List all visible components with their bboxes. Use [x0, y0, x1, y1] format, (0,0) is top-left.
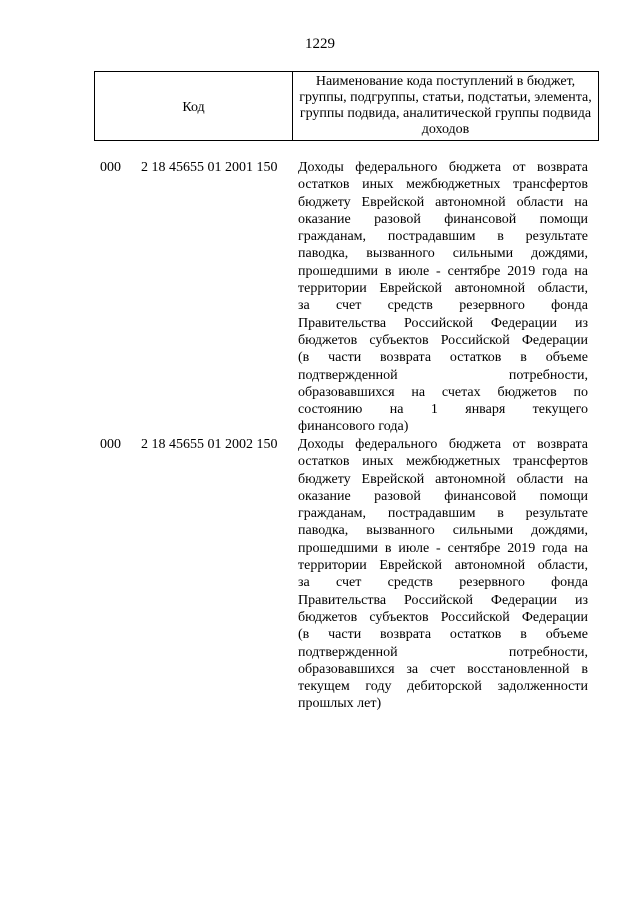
- revenue-code: 2 18 45655 01 2001 150: [141, 160, 278, 175]
- description-line: Доходы федерального бюджета от возврата: [298, 160, 588, 175]
- description-line: (в части возврата остатков в объеме: [298, 350, 588, 366]
- description-line: прошедшими в июле - сентябре 2019 года на: [298, 263, 588, 279]
- description-line: Правительства Российской Федерации из: [298, 592, 588, 608]
- description-line: прошлых лет): [298, 696, 382, 712]
- description-line: прошедшими в июле - сентябре 2019 года на: [298, 540, 588, 556]
- admin-code: 000: [100, 160, 121, 175]
- description-line: подтвержденной потребности,: [298, 644, 588, 660]
- description-line: оказание разовой финансовой помощи: [298, 488, 588, 504]
- description-line: территории Еврейской автономной области,: [298, 558, 588, 574]
- admin-code: 000: [100, 437, 121, 452]
- description-line: за счет средств резервного фонда: [298, 575, 588, 591]
- header-name-column: Наименование кода поступлений в бюджет, группы, подгруппы, статьи, подстатьи, элемента, группы подвида, аналитической группы подвида доходов: [299, 74, 592, 137]
- description-line: финансового года): [298, 419, 409, 435]
- description-line: бюджетов субъектов Российской Федерации: [298, 332, 588, 348]
- revenue-description: [298, 159, 588, 436]
- description-line: за счет средств резервного фонда: [298, 298, 588, 314]
- header-code-column: Код: [95, 72, 293, 140]
- description-line: бюджету Еврейской автономной области на: [298, 194, 588, 210]
- description-line: текущем году дебиторской задолженности: [298, 679, 588, 695]
- description-line: паводка, вызванного сильными дождями,: [298, 523, 588, 539]
- description-line: образовавшихся на счетах бюджетов по: [298, 384, 588, 400]
- description-line: территории Еврейской автономной области,: [298, 281, 588, 297]
- description-line: остатков иных межбюджетных трансфертов: [298, 177, 588, 193]
- revenue-code: 2 18 45655 01 2002 150: [141, 437, 278, 452]
- description-line: гражданам, пострадавшим в результате: [298, 229, 588, 245]
- table-header: [94, 71, 599, 141]
- description-line: (в части возврата остатков в объеме: [298, 627, 588, 643]
- description-line: бюджетов субъектов Российской Федерации: [298, 609, 588, 625]
- description-line: оказание разовой финансовой помощи: [298, 211, 588, 227]
- description-line: состоянию на 1 января текущего: [298, 402, 588, 418]
- description-line: подтвержденной потребности,: [298, 367, 588, 383]
- revenue-description: [298, 436, 588, 713]
- page-number: 1229: [305, 36, 335, 52]
- description-line: остатков иных межбюджетных трансфертов: [298, 454, 588, 470]
- description-line: Доходы федерального бюджета от возврата: [298, 437, 588, 452]
- description-line: образовавшихся за счет восстановленной в: [298, 661, 588, 677]
- description-line: паводка, вызванного сильными дождями,: [298, 246, 588, 262]
- description-line: бюджету Еврейской автономной области на: [298, 471, 588, 487]
- description-line: гражданам, пострадавшим в результате: [298, 506, 588, 522]
- description-line: Правительства Российской Федерации из: [298, 315, 588, 331]
